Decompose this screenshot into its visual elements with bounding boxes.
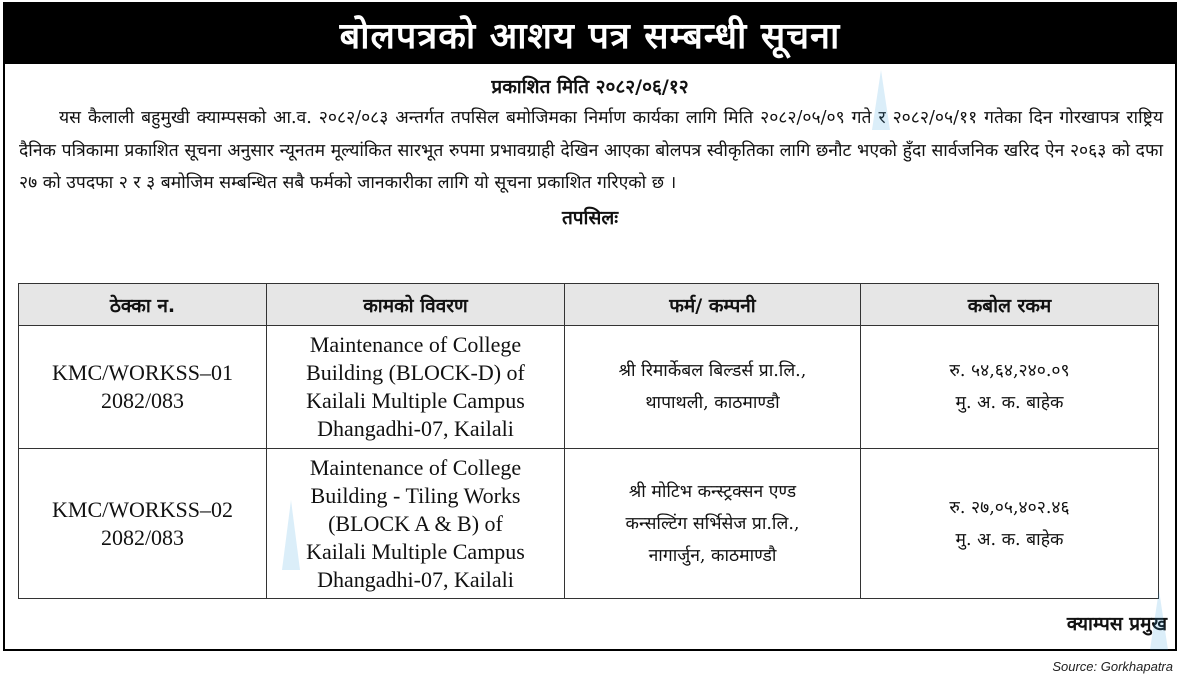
description-line: (BLOCK A & B) of — [328, 510, 503, 536]
header-amount: कबोल रकम — [861, 284, 1159, 326]
notice-body: यस कैलाली बहुमुखी क्याम्पसको आ.व. २०८२/०८३ अन्तर्गत तपसिल बमोजिमका निर्माण कार्यका लागि मिति २०८२/०५/०९ गते र २०८२/०५/११ गतेका दिन गोरखापत्र राष्ट्रिय दैनिक पत्रिकामा प्रकाशित सूचना अनुसार न्यूनतम मूल्यांकित सारभूत रुपमा प्रभावग्राही देखिन आएका बोलपत्र स्वीकृतिका लागि छनौट भएको हुँदा सार्वजनिक खरिद ऐन २०६३ को दफा २७ को उपदफा २ र ३ बमोजिम सम्बन्धित सबै फर्मको जानकारीका लागि यो सूचना प्रकाशित गरिएको छ । — [19, 108, 1163, 193]
amount-value: रु. २७,०५,४०२.४६ — [949, 497, 1070, 518]
contract-no-cell — [19, 326, 267, 449]
watermark-triangle-icon — [1150, 590, 1168, 650]
watermark-triangle-icon — [872, 70, 890, 130]
amount-note: मु. अ. क. बाहेक — [955, 393, 1064, 413]
signature-campus-chief: क्याम्पस प्रमुख — [1066, 613, 1167, 635]
published-date: प्रकाशित मिति २०८२/०६/१२ — [491, 76, 689, 98]
header-description: कामको विवरण — [267, 284, 565, 326]
table-header-row — [19, 284, 1159, 326]
details-heading: तपसिलः — [561, 206, 619, 229]
description-line: Dhangadhi-07, Kailali — [317, 416, 514, 441]
description-line: Maintenance of College — [309, 332, 522, 357]
description-line: Maintenance of College — [309, 454, 522, 480]
firm-line: कन्सल्टिंग सर्भिसेज प्रा.लि., — [625, 513, 800, 534]
source-credit: Source: Gorkhapatra — [1052, 659, 1173, 674]
amount-cell — [861, 449, 1159, 599]
description-line: Building - Tiling Works — [310, 482, 521, 508]
firm-cell — [565, 449, 861, 599]
header-firm: फर्म/ कम्पनी — [565, 284, 861, 326]
firm-line: थापाथली, काठमाण्डौ — [645, 393, 780, 413]
firm-line: श्री मोटिभ कन्स्ट्रक्सन एण्ड — [628, 481, 797, 502]
contract-no-line: KMC/WORKSS–01 — [52, 360, 233, 385]
firm-line: नागार्जुन, काठमाण्डौ — [648, 545, 777, 566]
contract-no-line: KMC/WORKSS–02 — [52, 496, 233, 522]
description-cell — [267, 449, 565, 599]
notice-title: बोलपत्रको आशय पत्र सम्बन्धी सूचना — [5, 4, 1175, 64]
description-line: Kailali Multiple Campus — [306, 538, 525, 564]
description-line: Kailali Multiple Campus — [306, 388, 525, 413]
description-line: Building (BLOCK-D) of — [306, 360, 525, 385]
contracts-table — [18, 283, 1159, 599]
contract-no-line: 2082/083 — [100, 524, 185, 550]
amount-cell — [861, 326, 1159, 449]
amount-note: मु. अ. क. बाहेक — [955, 529, 1064, 550]
contract-no-cell — [19, 449, 267, 599]
contract-no-line: 2082/083 — [100, 388, 185, 413]
table-row — [19, 326, 1159, 449]
firm-line: श्री रिमार्केबल बिल्डर्स प्रा.लि., — [618, 361, 807, 381]
table-row — [19, 449, 1159, 599]
description-line: Dhangadhi-07, Kailali — [317, 566, 514, 592]
watermark-triangle-icon — [282, 500, 300, 570]
description-cell — [267, 326, 565, 449]
firm-cell — [565, 326, 861, 449]
amount-value: रु. ५४,६४,२४०.०९ — [949, 361, 1070, 381]
header-contract-no: ठेक्का न. — [19, 284, 267, 326]
